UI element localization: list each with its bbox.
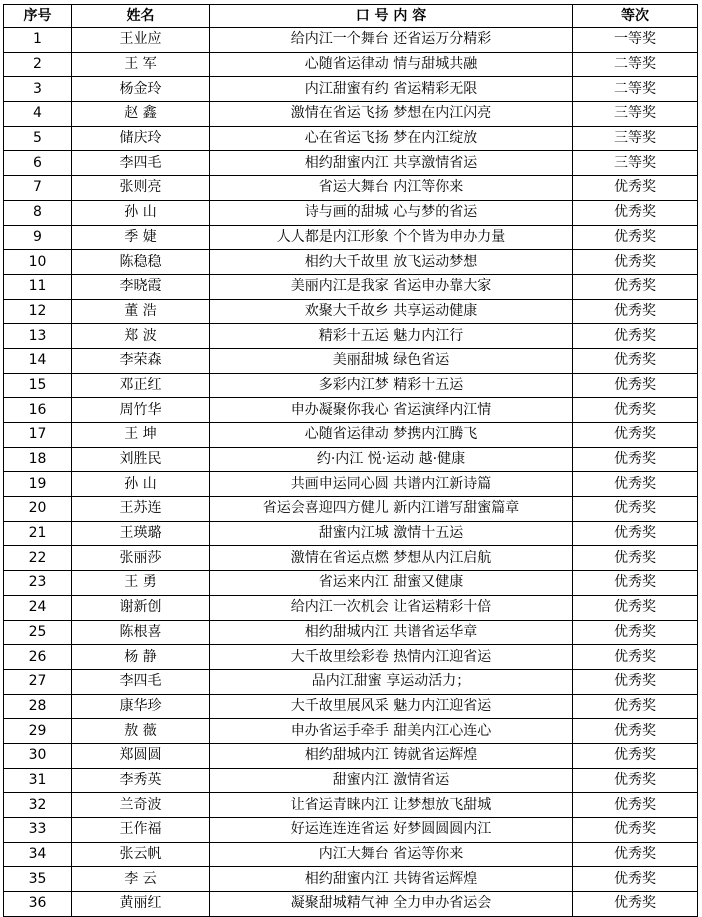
cell-index: 33: [4, 818, 72, 843]
cell-index: 12: [4, 299, 72, 324]
cell-prize: 二等奖: [573, 77, 698, 102]
cell-slogan: 激情在省运点燃 梦想从内江启航: [210, 546, 573, 571]
cell-name: 王业应: [72, 28, 210, 53]
cell-index: 27: [4, 669, 72, 694]
cell-slogan: 省运会喜迎四方健儿 新内江谱写甜蜜篇章: [210, 497, 573, 522]
cell-index: 6: [4, 151, 72, 176]
table-row: [4, 77, 698, 102]
cell-slogan: 省运来内江 甜蜜又健康: [210, 571, 573, 596]
cell-index: 7: [4, 176, 72, 201]
cell-prize: 优秀奖: [573, 867, 698, 892]
table-row: [4, 250, 698, 275]
cell-name: 董 浩: [72, 299, 210, 324]
cell-name: 李晓霞: [72, 274, 210, 299]
cell-prize: 优秀奖: [573, 669, 698, 694]
table-row: [4, 472, 698, 497]
cell-index: 8: [4, 200, 72, 225]
cell-index: 9: [4, 225, 72, 250]
cell-name: 孙 山: [72, 200, 210, 225]
cell-index: 14: [4, 348, 72, 373]
table-row: [4, 299, 698, 324]
cell-prize: 优秀奖: [573, 176, 698, 201]
cell-prize: 优秀奖: [573, 274, 698, 299]
cell-slogan: 共画申运同心圆 共谱内江新诗篇: [210, 472, 573, 497]
cell-name: 王 勇: [72, 571, 210, 596]
cell-prize: 优秀奖: [573, 299, 698, 324]
slogan-award-table: [3, 4, 698, 917]
cell-index: 20: [4, 497, 72, 522]
cell-slogan: 相约甜蜜内江 共享激情省运: [210, 151, 573, 176]
table-row: [4, 274, 698, 299]
cell-prize: 优秀奖: [573, 324, 698, 349]
table-row: [4, 373, 698, 398]
table-row: [4, 324, 698, 349]
cell-prize: 优秀奖: [573, 743, 698, 768]
cell-slogan: 给内江一个舞台 还省运万分精彩: [210, 28, 573, 53]
cell-name: 王作福: [72, 818, 210, 843]
table-row: [4, 571, 698, 596]
table-row: [4, 842, 698, 867]
cell-index: 5: [4, 126, 72, 151]
table-row: [4, 892, 698, 917]
cell-index: 31: [4, 768, 72, 793]
cell-name: 杨金玲: [72, 77, 210, 102]
cell-slogan: 申办凝聚你我心 省运演绎内江情: [210, 398, 573, 423]
cell-prize: 优秀奖: [573, 694, 698, 719]
cell-name: 孙 山: [72, 472, 210, 497]
cell-index: 10: [4, 250, 72, 275]
cell-slogan: 大千故里绘彩卷 热情内江迎省运: [210, 645, 573, 670]
cell-name: 张丽莎: [72, 546, 210, 571]
cell-slogan: 申办省运手牵手 甜美内江心连心: [210, 719, 573, 744]
cell-slogan: 甜蜜内江城 激情十五运: [210, 521, 573, 546]
cell-prize: 优秀奖: [573, 398, 698, 423]
table-row: [4, 793, 698, 818]
cell-prize: 优秀奖: [573, 719, 698, 744]
cell-prize: 优秀奖: [573, 892, 698, 917]
cell-prize: 优秀奖: [573, 200, 698, 225]
cell-index: 23: [4, 571, 72, 596]
cell-name: 黄丽红: [72, 892, 210, 917]
cell-prize: 优秀奖: [573, 768, 698, 793]
cell-index: 16: [4, 398, 72, 423]
cell-slogan: 好运连连连省运 好梦圆圆圆内江: [210, 818, 573, 843]
cell-prize: 优秀奖: [573, 497, 698, 522]
cell-name: 储庆玲: [72, 126, 210, 151]
cell-name: 张则亮: [72, 176, 210, 201]
cell-index: 13: [4, 324, 72, 349]
cell-index: 4: [4, 102, 72, 127]
cell-name: 郑 波: [72, 324, 210, 349]
table-row: [4, 595, 698, 620]
table-row: [4, 423, 698, 448]
table-row: [4, 867, 698, 892]
cell-name: 杨 静: [72, 645, 210, 670]
header-slogan: 口 号 内 容: [210, 5, 573, 28]
table-row: [4, 620, 698, 645]
cell-index: 1: [4, 28, 72, 53]
cell-name: 李四毛: [72, 151, 210, 176]
cell-slogan: 大千故里展风采 魅力内江迎省运: [210, 694, 573, 719]
cell-prize: 优秀奖: [573, 818, 698, 843]
table-row: [4, 200, 698, 225]
cell-slogan: 相约甜城内江 铸就省运辉煌: [210, 743, 573, 768]
cell-prize: 优秀奖: [573, 521, 698, 546]
cell-name: 康华珍: [72, 694, 210, 719]
table-row: [4, 521, 698, 546]
cell-slogan: 凝聚甜城精气神 全力申办省运会: [210, 892, 573, 917]
table-row: [4, 645, 698, 670]
cell-slogan: 人人都是内江形象 个个皆为申办力量: [210, 225, 573, 250]
table-row: [4, 694, 698, 719]
cell-slogan: 美丽内江是我家 省运申办靠大家: [210, 274, 573, 299]
cell-prize: 优秀奖: [573, 842, 698, 867]
cell-name: 李四毛: [72, 669, 210, 694]
cell-index: 25: [4, 620, 72, 645]
cell-prize: 优秀奖: [573, 793, 698, 818]
table-row: [4, 126, 698, 151]
table-row: [4, 176, 698, 201]
cell-slogan: 品内江甜蜜 享运动活力；: [210, 669, 573, 694]
header-prize: 等次: [573, 5, 698, 28]
table-body: [4, 28, 698, 917]
cell-name: 谢新创: [72, 595, 210, 620]
cell-prize: 优秀奖: [573, 348, 698, 373]
cell-name: 郑圆圆: [72, 743, 210, 768]
table-row: [4, 348, 698, 373]
cell-name: 赵 鑫: [72, 102, 210, 127]
cell-prize: 优秀奖: [573, 546, 698, 571]
cell-name: 王苏连: [72, 497, 210, 522]
cell-slogan: 相约甜蜜内江 共铸省运辉煌: [210, 867, 573, 892]
cell-index: 30: [4, 743, 72, 768]
cell-prize: 优秀奖: [573, 620, 698, 645]
cell-slogan: 约·内江 悦·运动 越·健康: [210, 447, 573, 472]
table-row: [4, 719, 698, 744]
cell-prize: 优秀奖: [573, 373, 698, 398]
cell-name: 李荣森: [72, 348, 210, 373]
cell-name: 陈根喜: [72, 620, 210, 645]
cell-slogan: 精彩十五运 魅力内江行: [210, 324, 573, 349]
cell-name: 王 军: [72, 52, 210, 77]
table-row: [4, 28, 698, 53]
cell-prize: 二等奖: [573, 52, 698, 77]
cell-prize: 三等奖: [573, 151, 698, 176]
table-row: [4, 768, 698, 793]
cell-name: 邓正红: [72, 373, 210, 398]
cell-name: 兰奇波: [72, 793, 210, 818]
header-name: 姓名: [72, 5, 210, 28]
cell-name: 敖 薇: [72, 719, 210, 744]
cell-slogan: 欢聚大千故乡 共享运动健康: [210, 299, 573, 324]
cell-slogan: 给内江一次机会 让省运精彩十倍: [210, 595, 573, 620]
cell-index: 3: [4, 77, 72, 102]
table-row: [4, 447, 698, 472]
cell-prize: 优秀奖: [573, 645, 698, 670]
cell-index: 11: [4, 274, 72, 299]
cell-name: 李 云: [72, 867, 210, 892]
cell-slogan: 让省运青睐内江 让梦想放飞甜城: [210, 793, 573, 818]
cell-index: 17: [4, 423, 72, 448]
table-row: [4, 497, 698, 522]
cell-index: 36: [4, 892, 72, 917]
cell-slogan: 省运大舞台 内江等你来: [210, 176, 573, 201]
cell-index: 24: [4, 595, 72, 620]
cell-prize: 优秀奖: [573, 571, 698, 596]
cell-prize: 优秀奖: [573, 225, 698, 250]
cell-prize: 优秀奖: [573, 595, 698, 620]
table-row: [4, 546, 698, 571]
cell-name: 王 坤: [72, 423, 210, 448]
cell-slogan: 诗与画的甜城 心与梦的省运: [210, 200, 573, 225]
cell-prize: 优秀奖: [573, 472, 698, 497]
cell-index: 18: [4, 447, 72, 472]
cell-slogan: 相约甜城内江 共谱省运华章: [210, 620, 573, 645]
cell-name: 周竹华: [72, 398, 210, 423]
table-row: [4, 669, 698, 694]
cell-index: 15: [4, 373, 72, 398]
cell-slogan: 心随省运律动 情与甜城共融: [210, 52, 573, 77]
cell-index: 19: [4, 472, 72, 497]
cell-prize: 三等奖: [573, 126, 698, 151]
cell-index: 29: [4, 719, 72, 744]
table-row: [4, 225, 698, 250]
cell-index: 34: [4, 842, 72, 867]
cell-index: 35: [4, 867, 72, 892]
cell-prize: 优秀奖: [573, 447, 698, 472]
cell-slogan: 相约大千故里 放飞运动梦想: [210, 250, 573, 275]
table-row: [4, 102, 698, 127]
cell-name: 刘胜民: [72, 447, 210, 472]
table-row: [4, 398, 698, 423]
cell-slogan: 美丽甜城 绿色省运: [210, 348, 573, 373]
cell-name: 季 婕: [72, 225, 210, 250]
table-row: [4, 818, 698, 843]
cell-name: 王瑛璐: [72, 521, 210, 546]
cell-index: 22: [4, 546, 72, 571]
cell-name: 李秀英: [72, 768, 210, 793]
cell-slogan: 甜蜜内江 激情省运: [210, 768, 573, 793]
header-index: 序号: [4, 5, 72, 28]
table-row: [4, 52, 698, 77]
cell-slogan: 内江甜蜜有约 省运精彩无限: [210, 77, 573, 102]
cell-slogan: 多彩内江梦 精彩十五运: [210, 373, 573, 398]
table-header-row: [4, 5, 698, 28]
cell-name: 张云帆: [72, 842, 210, 867]
cell-name: 陈稳稳: [72, 250, 210, 275]
cell-index: 28: [4, 694, 72, 719]
cell-prize: 一等奖: [573, 28, 698, 53]
cell-prize: 优秀奖: [573, 423, 698, 448]
cell-index: 26: [4, 645, 72, 670]
table-row: [4, 743, 698, 768]
cell-slogan: 激情在省运飞扬 梦想在内江闪亮: [210, 102, 573, 127]
cell-slogan: 心随省运律动 梦携内江腾飞: [210, 423, 573, 448]
cell-prize: 优秀奖: [573, 250, 698, 275]
cell-index: 2: [4, 52, 72, 77]
cell-index: 32: [4, 793, 72, 818]
cell-slogan: 心在省运飞扬 梦在内江绽放: [210, 126, 573, 151]
cell-slogan: 内江大舞台 省运等你来: [210, 842, 573, 867]
table-row: [4, 151, 698, 176]
cell-index: 21: [4, 521, 72, 546]
cell-prize: 三等奖: [573, 102, 698, 127]
